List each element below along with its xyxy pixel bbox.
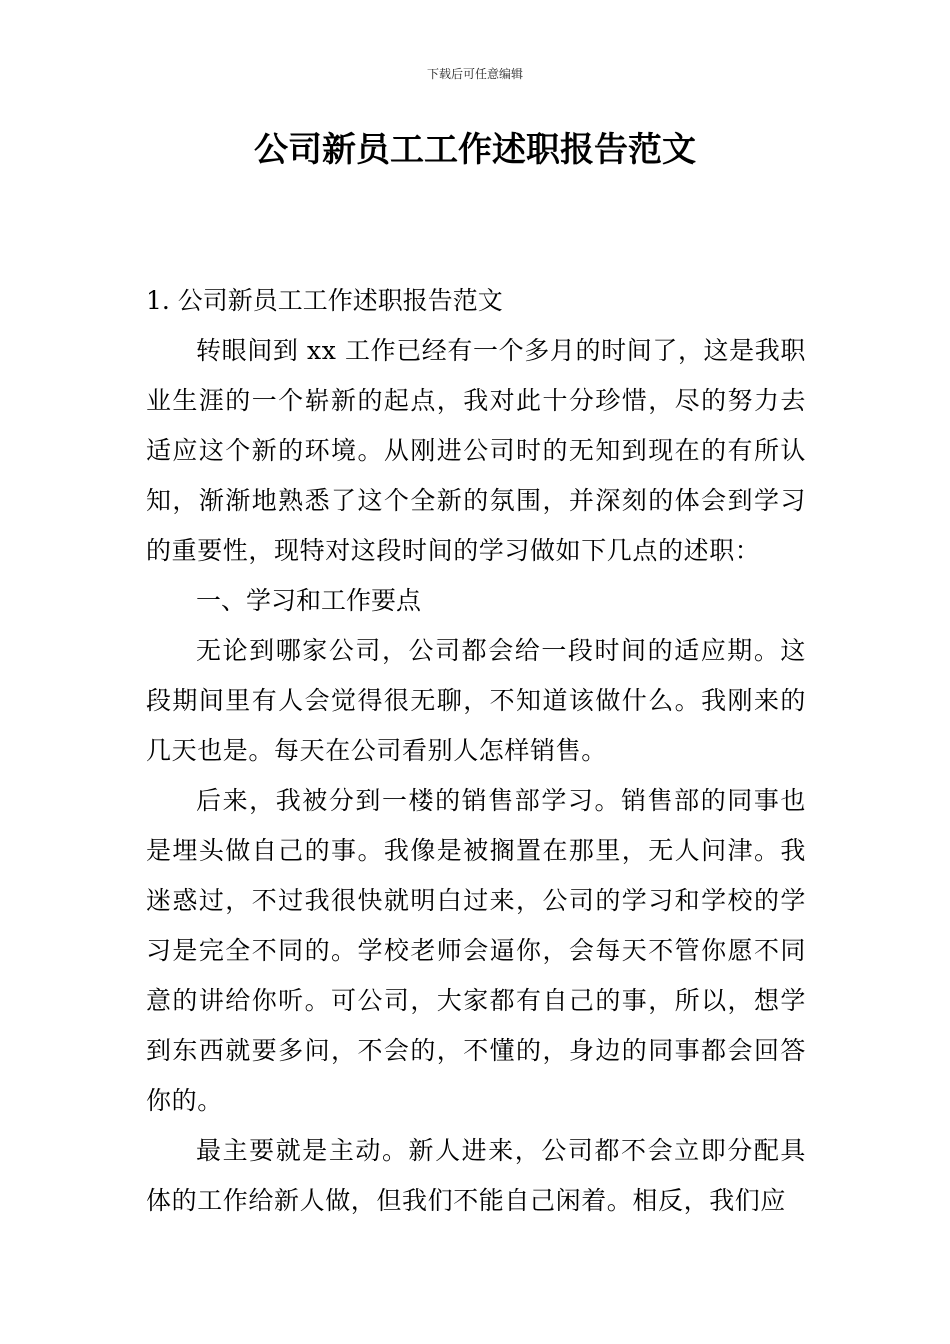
section-heading: 1. 公司新员工工作述职报告范文 [146, 286, 503, 315]
document-body [146, 276, 806, 1226]
paragraph-intro: 转眼间到 xx 工作已经有一个多月的时间了，这是我职业生涯的一个崭新的起点，我对此十分珍惜，尽的努力去适应这个新的环境。从刚进公司时的无知到现在的有所认知，渐渐地熟悉了这个全新的氛围，并深刻的体会到学习的重要性，现特对这段时间的学习做如下几点的述职： [146, 336, 806, 565]
paragraph-initiative: 最主要就是主动。新人进来，公司都不会立即分配具体的工作给新人做，但我们不能自己闲着。相反，我们应 [146, 1136, 806, 1215]
paragraph-adaptation: 无论到哪家公司，公司都会给一段时间的适应期。这段期间里有人会觉得很无聊，不知道该做什么。我刚来的几天也是。每天在公司看别人怎样销售。 [146, 636, 806, 765]
document-title: 公司新员工工作述职报告范文 [254, 130, 696, 170]
header-note: 下载后可任意编辑 [426, 67, 523, 81]
paragraph-sales-dept: 后来，我被分到一楼的销售部学习。销售部的同事也是埋头做自己的事。我像是被搁置在那里，无人问津。我迷惑过，不过我很快就明白过来，公司的学习和学校的学习是完全不同的。学校老师会逼你，会每天不管你愿不同意的讲给你听。可公司，大家都有自己的事，所以，想学到东西就要多问，不会的，不懂的，身边的同事都会回答你的。 [146, 786, 806, 1115]
subheading-study-work: 一、学习和工作要点 [196, 586, 422, 615]
